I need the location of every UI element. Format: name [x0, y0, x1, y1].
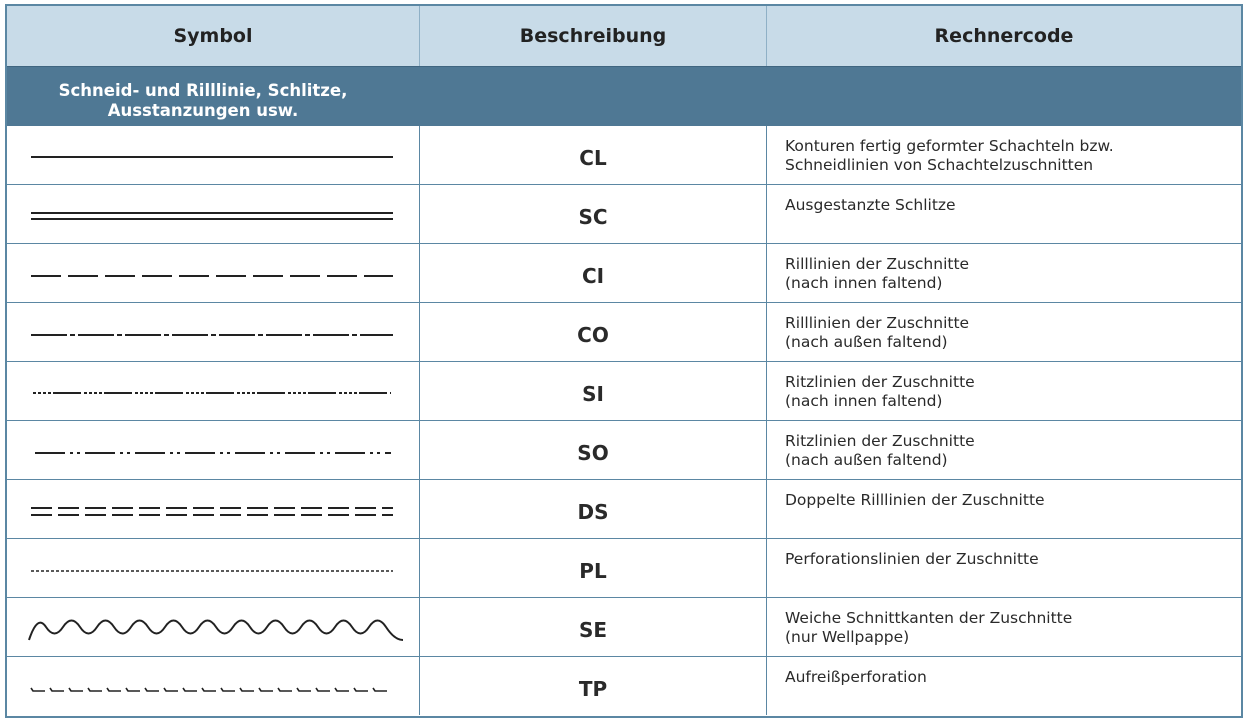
description-cell: Perforationslinien der Zuschnitte [785, 550, 1039, 568]
table-row [7, 185, 1241, 244]
description-cell: Ausgestanzte Schlitze [785, 196, 956, 214]
dash-dot-line-icon [7, 303, 419, 361]
table-row [7, 421, 1241, 480]
tear-perforation-line-icon [7, 657, 419, 715]
description-cell: Ritzlinien der Zuschnitte (nach außen faltend) [785, 432, 975, 469]
table-row [7, 126, 1241, 185]
long-dash-line-icon [7, 244, 419, 302]
symbol-cell [7, 126, 420, 184]
symbol-cell [7, 362, 420, 420]
table-row [7, 362, 1241, 421]
table-body [7, 126, 1241, 715]
code-cell: TP [420, 657, 767, 715]
description-cell: Doppelte Rilllinien der Zuschnitte [785, 491, 1045, 509]
double-line-icon [7, 185, 419, 243]
header-symbol: Symbol [7, 6, 420, 66]
description-cell: Rilllinien der Zuschnitte (nach außen faltend) [785, 314, 970, 351]
symbol-cell [7, 185, 420, 243]
code-cell: CL [420, 126, 767, 184]
code-cell: CI [420, 244, 767, 302]
section-title: Schneid- und Rilllinie, Schlitze, Ausstanzungen usw. [58, 81, 348, 120]
symbol-cell [7, 244, 420, 302]
symbol-cell [7, 598, 420, 656]
code-cell: SE [420, 598, 767, 656]
description-cell: Weiche Schnittkanten der Zuschnitte (nur Wellpappe) [785, 609, 1073, 646]
description-cell: Rilllinien der Zuschnitte (nach innen faltend) [785, 255, 970, 292]
section-header [7, 66, 1241, 126]
code-cell: DS [420, 480, 767, 538]
table-row [7, 303, 1241, 362]
symbol-cell [7, 539, 420, 597]
description-cell: Konturen fertig geformter Schachteln bzw. Schneidlinien von Schachtelzuschnitten [785, 137, 1114, 174]
symbol-cell [7, 421, 420, 479]
dot-dash-line-icon [7, 362, 419, 420]
dash-double-dot-line-icon [7, 421, 419, 479]
code-cell: SO [420, 421, 767, 479]
code-cell: CO [420, 303, 767, 361]
dotted-line-icon [7, 539, 419, 597]
table-header [7, 6, 1241, 66]
table-row [7, 598, 1241, 657]
description-cell: Ritzlinien der Zuschnitte (nach innen faltend) [785, 373, 975, 410]
solid-line-icon [7, 126, 419, 184]
table-row [7, 539, 1241, 598]
code-cell: SI [420, 362, 767, 420]
code-cell: PL [420, 539, 767, 597]
double-dash-line-icon [7, 480, 419, 538]
symbol-cell [7, 657, 420, 715]
wave-line-icon [7, 598, 419, 656]
code-cell: SC [420, 185, 767, 243]
header-rechnercode: Rechnercode [934, 25, 1074, 47]
symbol-cell [7, 303, 420, 361]
symbol-cell [7, 480, 420, 538]
table-row [7, 657, 1241, 715]
line-symbol-table [5, 4, 1243, 718]
header-beschreibung: Beschreibung [420, 6, 767, 66]
table-row [7, 244, 1241, 303]
table-row [7, 480, 1241, 539]
description-cell: Aufreißperforation [785, 668, 927, 686]
